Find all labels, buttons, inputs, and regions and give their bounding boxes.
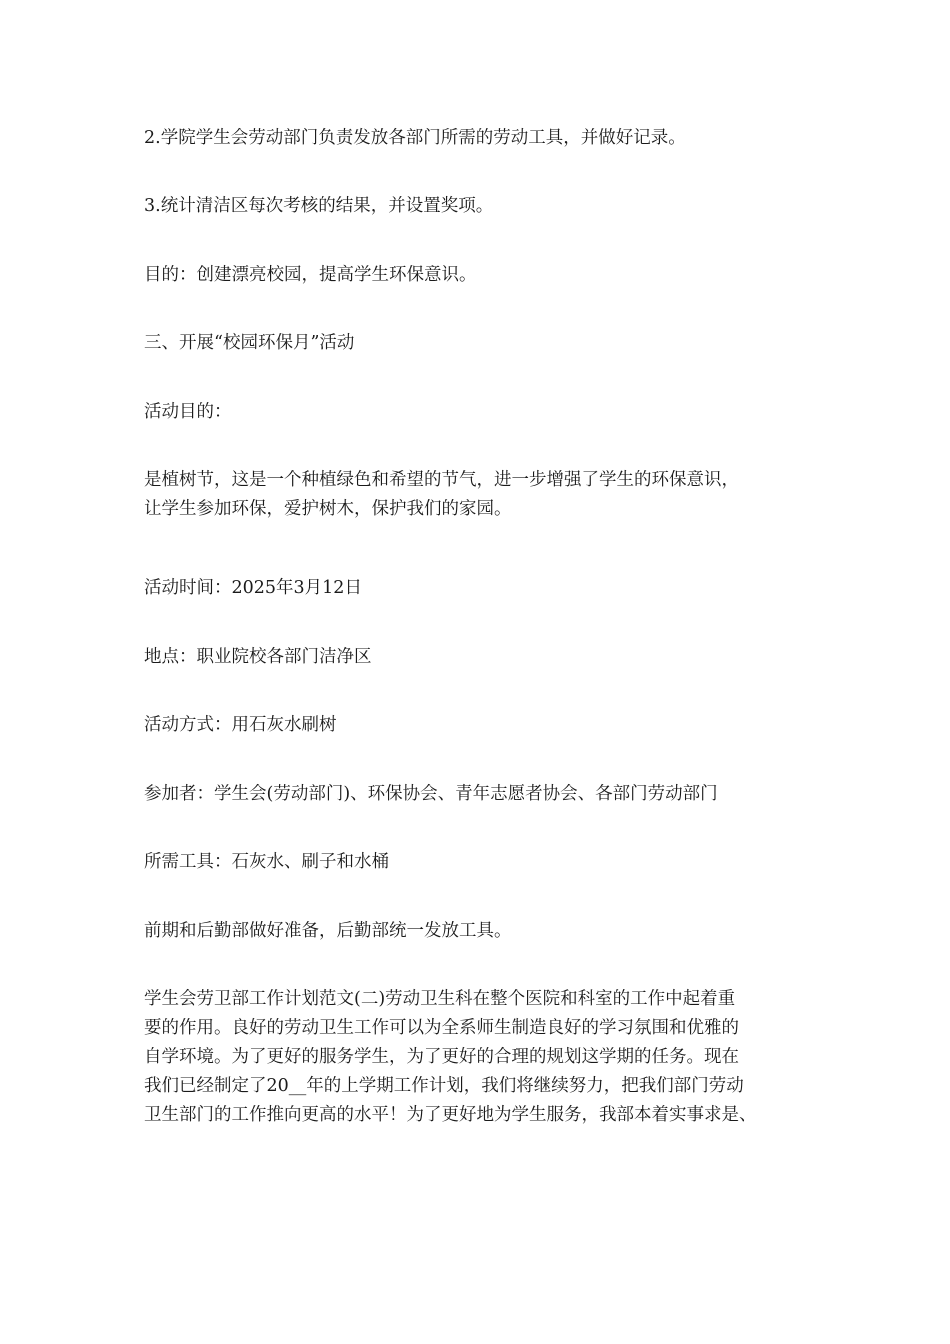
text-line: 前期和后勤部做好准备，后勤部统一发放工具。 bbox=[144, 921, 512, 941]
text-line: 我们已经制定了20__年的上学期工作计划，我们将继续努力，把我们部门劳动 bbox=[144, 1076, 744, 1096]
text-line: 要的作用。良好的劳动卫生工作可以为全系师生制造良好的学习氛围和优雅的 bbox=[144, 1018, 739, 1038]
text-line: 3.统计清洁区每次考核的结果，并设置奖项。 bbox=[144, 196, 494, 216]
paragraph-activity-time bbox=[144, 574, 814, 603]
text-line: 地点：职业院校各部门洁净区 bbox=[144, 647, 372, 667]
paragraph-inspection-results bbox=[144, 192, 814, 221]
text-line: 是植树节，这是一个种植绿色和希望的节气，进一步增强了学生的环保意识， bbox=[144, 470, 739, 490]
paragraph-arbor-day bbox=[144, 466, 814, 524]
text-line: 让学生参加环保，爱护树木，保护我们的家园。 bbox=[144, 499, 512, 519]
paragraph-participants bbox=[144, 780, 814, 809]
text-line: 活动时间：2025年3月12日 bbox=[144, 578, 362, 598]
text-line: 自学环境。为了更好的服务学生，为了更好的合理的规划这学期的任务。现在 bbox=[144, 1047, 739, 1067]
text-line: 学生会劳卫部工作计划范文(二)劳动卫生科在整个医院和科室的工作中起着重 bbox=[144, 989, 736, 1009]
text-line: 活动目的： bbox=[144, 402, 232, 422]
text-line: 2.学院学生会劳动部门负责发放各部门所需的劳动工具，并做好记录。 bbox=[144, 128, 686, 148]
paragraph-activity-method bbox=[144, 711, 814, 740]
paragraph-work-plan-sample bbox=[144, 985, 814, 1130]
paragraph-location bbox=[144, 643, 814, 672]
text-line: 参加者：学生会(劳动部门)、环保协会、青年志愿者协会、各部门劳动部门 bbox=[144, 784, 718, 804]
paragraph-tool-distribution bbox=[144, 124, 814, 153]
text-line: 所需工具：石灰水、刷子和水桶 bbox=[144, 852, 389, 872]
text-line: 三、开展“校园环保月”活动 bbox=[144, 333, 355, 353]
text-line: 卫生部门的工作推向更高的水平！为了更好地为学生服务，我部本着实事求是、 bbox=[144, 1105, 757, 1125]
paragraph-activity-purpose-label bbox=[144, 398, 814, 427]
paragraph-purpose bbox=[144, 261, 814, 290]
text-line: 目的：创建漂亮校园，提高学生环保意识。 bbox=[144, 265, 477, 285]
paragraph-tools-needed bbox=[144, 848, 814, 877]
paragraph-preparation bbox=[144, 917, 814, 946]
text-line: 活动方式：用石灰水刷树 bbox=[144, 715, 337, 735]
section-heading-environment-month bbox=[144, 329, 814, 358]
